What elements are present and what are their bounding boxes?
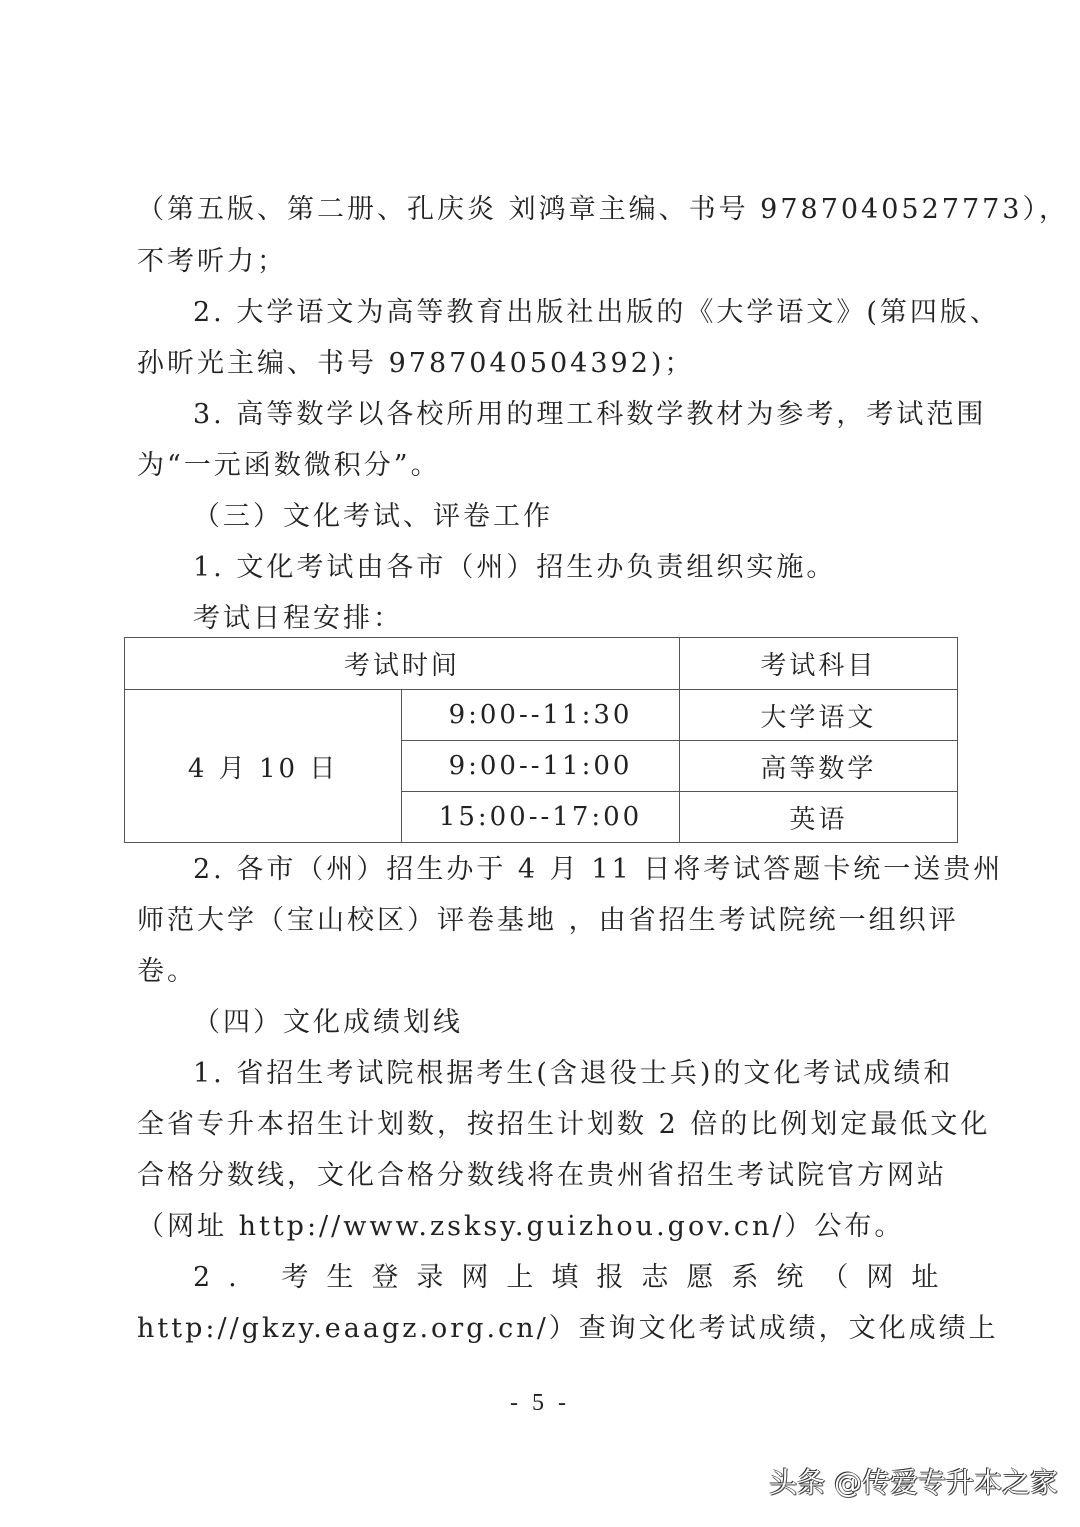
exam-subject-cell: 高等数学: [679, 741, 957, 792]
exam-time-cell: 9:00--11:00: [402, 741, 679, 792]
paragraph-line: 师范大学（宝山校区）评卷基地 ，由省招生考试院统一组织评: [137, 905, 959, 936]
exam-subject-cell: 英语: [679, 792, 957, 843]
paragraph-line: 卷。: [137, 956, 197, 987]
exam-time-cell: 15:00--17:00: [402, 792, 679, 843]
paragraph-line: （第五版、第二册、孔庆炎 刘鸿章主编、书号 9787040527773），: [137, 194, 1069, 225]
paragraph-line: http://gkzy.eaagz.org.cn/）查询文化考试成绩，文化成绩上: [137, 1313, 999, 1344]
exam-time-cell: 9:00--11:30: [402, 690, 679, 741]
header-exam-subject: 考试科目: [679, 638, 957, 690]
table-caption: 考试日程安排：: [193, 603, 403, 634]
paragraph-line: 合格分数线，文化合格分数线将在贵州省招生考试院官方网站: [137, 1160, 947, 1191]
paragraph-line: 3. 高等数学以各校所用的理工科数学教材为参考，考试范围: [193, 399, 987, 430]
paragraph-line: 为“一元函数微积分”。: [137, 450, 441, 481]
paragraph-line: 孙昕光主编、书号 9787040504392)；: [137, 348, 695, 379]
header-exam-time: 考试时间: [125, 638, 680, 690]
exam-subject-cell: 大学语文: [679, 690, 957, 741]
paragraph-line: 2. 考生登录网上填报志愿系统（网址: [193, 1262, 957, 1293]
table-header-row: [125, 638, 958, 690]
exam-schedule-table: [124, 637, 958, 843]
paragraph-line: （网址 http://www.zsksy.guizhou.gov.cn/）公布。: [137, 1211, 905, 1242]
paragraph-line: 2. 各市（州）招生办于 4 月 11 日将考试答题卡统一送贵州: [193, 854, 1004, 885]
section-heading: （四）文化成绩划线: [193, 1007, 463, 1038]
paragraph-line: 2. 大学语文为高等教育出版社出版的《大学语文》(第四版、: [193, 297, 1000, 328]
paragraph-line: 不考听力；: [137, 246, 287, 277]
paragraph-line: 1. 省招生考试院根据考生(含退役士兵)的文化考试成绩和: [193, 1058, 954, 1089]
exam-date-cell: 4 月 10 日: [125, 690, 402, 843]
section-heading: （三）文化考试、评卷工作: [193, 501, 553, 532]
paragraph-line: 全省专升本招生计划数，按招生计划数 2 倍的比例划定最低文化: [137, 1109, 991, 1140]
page-number: - 5 -: [510, 1390, 570, 1416]
table-row: [125, 690, 958, 741]
watermark-text: 头条 @传爱专升本之家: [769, 1466, 1058, 1499]
paragraph-line: 1. 文化考试由各市（州）招生办负责组织实施。: [193, 552, 837, 583]
